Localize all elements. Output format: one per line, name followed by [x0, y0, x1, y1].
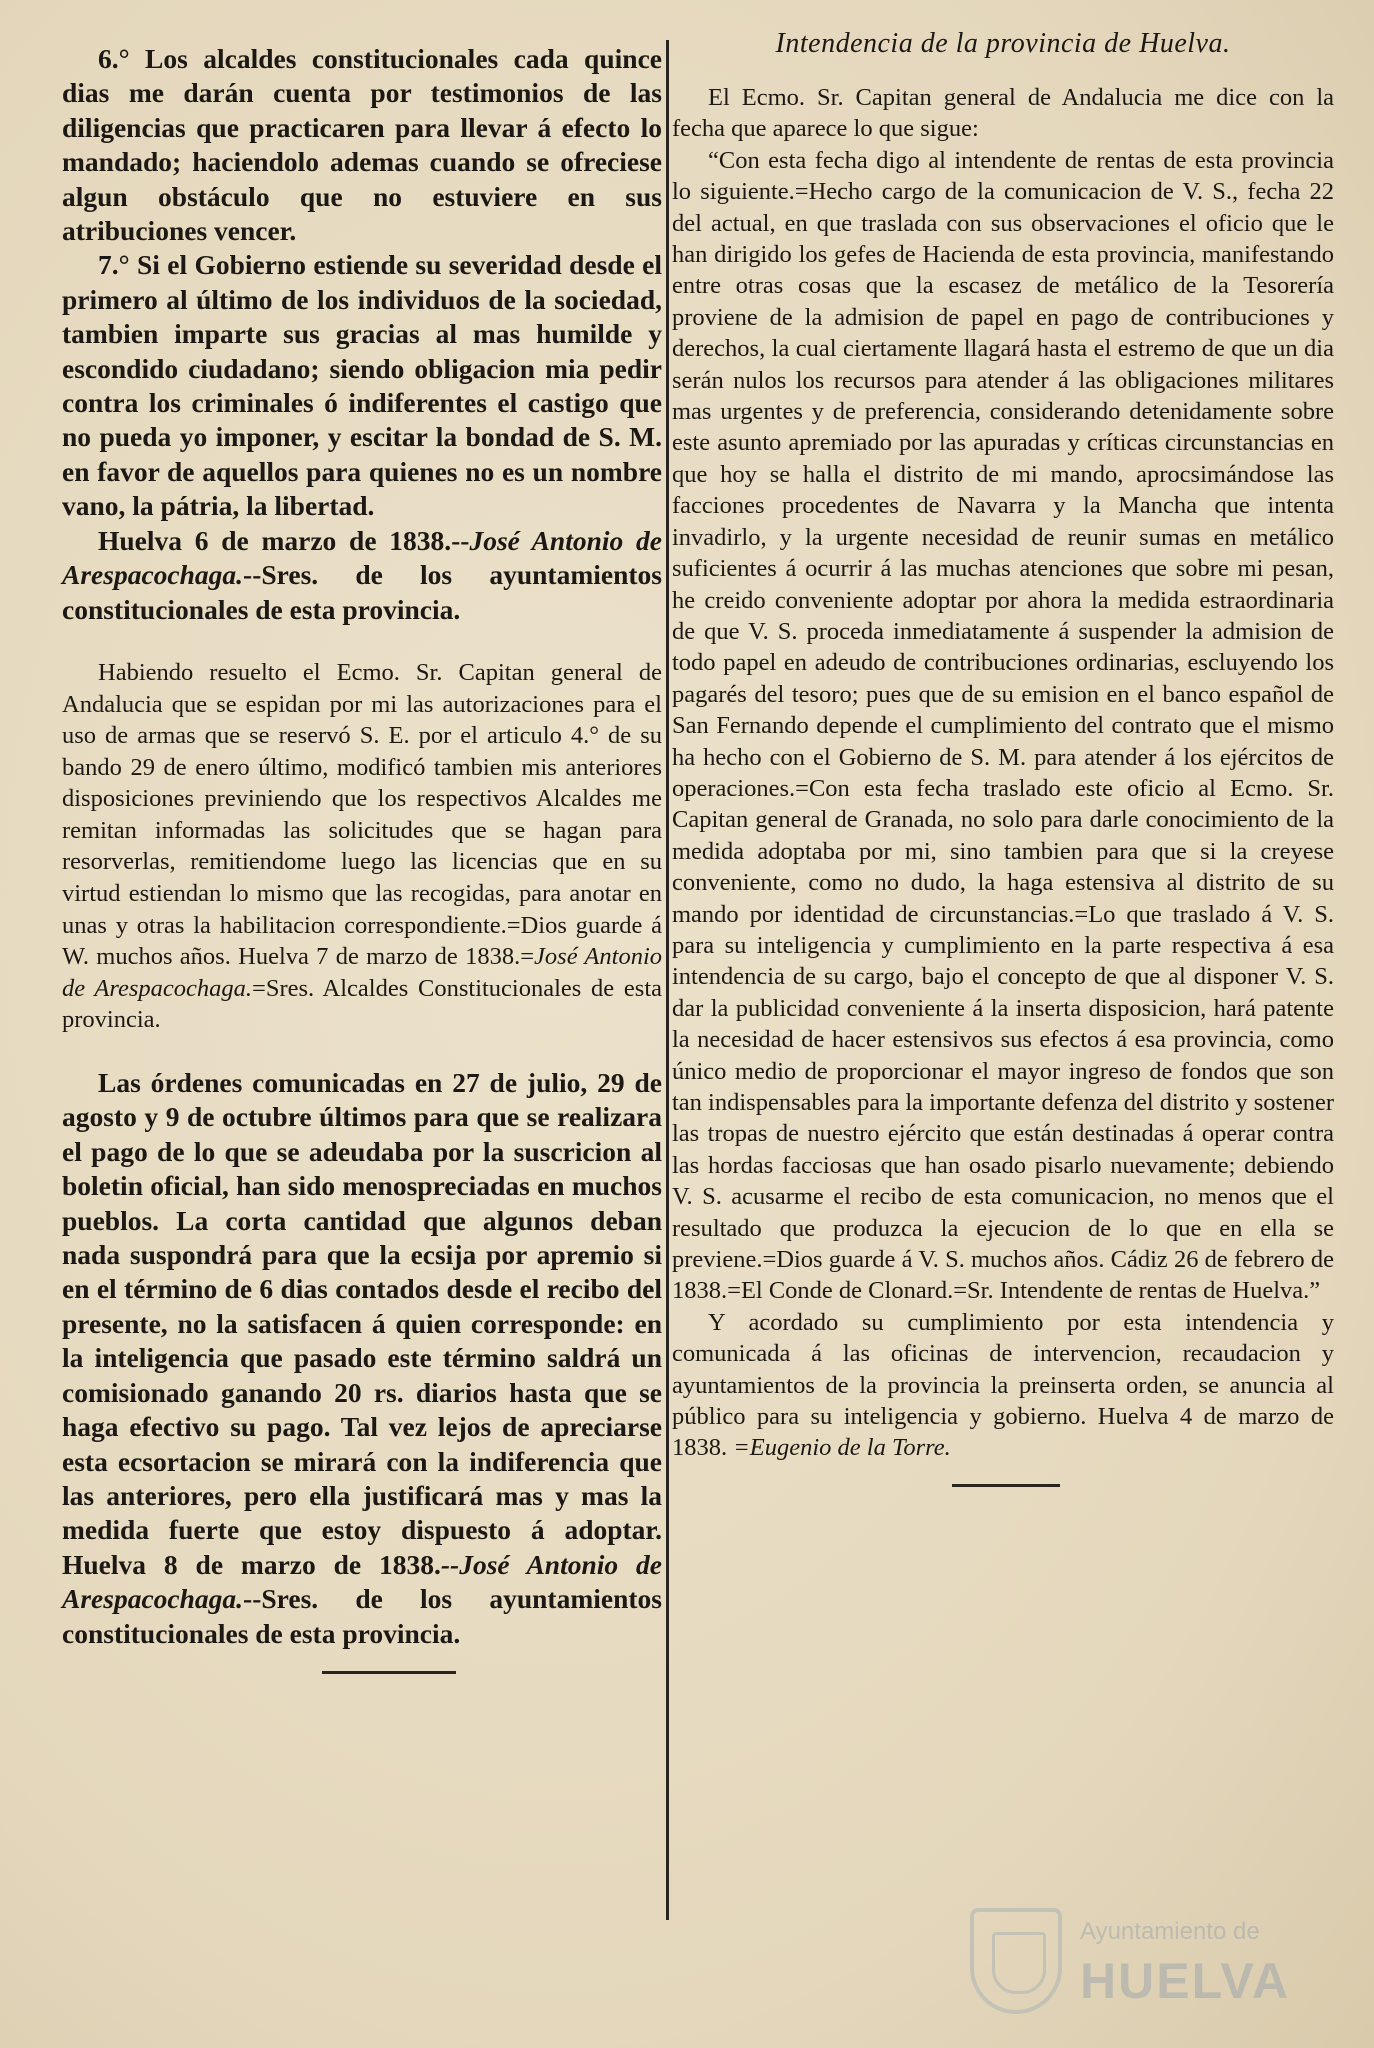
spacer: [62, 1036, 662, 1066]
end-rule-left: [322, 1671, 456, 1674]
section-header: Intendencia de la provincia de Huelva.: [775, 28, 1231, 59]
column-divider: [666, 40, 669, 1920]
article-6: 6.° Los alcaldes constitucionales cada quince dias me darán cuenta por testimonios de las diligencias que practicaren para llevar á efecto lo mandado; haciendolo ademas cuando se ofreciese algun obstáculo que no estuviere en sus atribuciones vencer.: [62, 43, 662, 247]
paragraph-closing: [672, 1307, 1334, 1464]
signature-1-recipients: --Sres. de los ayuntamientos constitucionales de esta provincia.: [62, 559, 662, 625]
paragraph-order: “Con esta fecha digo al intendente de rentas de esta provincia lo siguiente.=Hecho cargo de la comunicacion de V. S., fecha 22 del actual, en que traslada con sus observaciones el oficio que le han dirigido los gefes de Hacienda de esta provincia, manifestando entre otras cosas que la escasez de metálico de la Tesorería proviene de la admision de papel en pago de contribuciones y derechos, la cual ciertamente llagará hasta el estremo de que un dia serán nulos los recursos para atender á las obligaciones militares mas urgentes y de preferencia, considerando detenidamente sobre este asunto apremiado por las apuradas y críticas circunstancias en que hoy se halla el distrito de mi mando, aprocsimándose las facciones procedentes de Navarra y la Mancha que intenta invadirlo, y la urgente necesidad de reunir sumas en metálico suficientes á ocurrir á las muchas atenciones que sobre mi pesan, he creido conveniente adoptar por ahora la medida estraordinaria de que V. S. proceda inmediatamente á suspender la admision de todo papel en adeudo de contribuciones ordinarias, escluyendo los pagarés del tesoro; pues que de su emision en el banco español de San Fernando depende el cumplimiento del contrato que el mismo ha hecho con el Gobierno de S. M. para atender á los ejércitos de operaciones.=Con esta fecha traslado este oficio al Ecmo. Sr. Capitan general de Granada, no solo para darle conocimiento de la medida adoptaba por mi, sino tambien para que si la creyese conveniente, como no dudo, la haga estensiva al distrito de su mando por identidad de circunstancias.=Lo que traslado á V. S. para su inteligencia y cumplimiento en la parte respectiva á esa intendencia de su cargo, bajo el concepto de que al disponer V. S. dar la publicidad conveniente á la inserta disposicion, hará patente la necesidad de hacer estensivos sus efectos á esa provincia, como único medio de proporcionar el mayor ingreso de fondos que son tan indispensables para la importante defenza del distrito y sostener las tropas de nuestro ejército que están destinadas á operar contra las hordas facciosas que han osado pisarlo nuevamente; debiendo V. S. acusarme el recibo de esta comunicacion, no menos que el resultado que produzca la ejecucion de lo que en ella se previene.=Dios guarde á V. S. muchos años. Cádiz 26 de febrero de 1838.=El Conde de Clonard.=Sr. Intendente de rentas de Huelva.”: [672, 146, 1334, 1305]
watermark-line-1: Ayuntamiento de: [1080, 1918, 1260, 1945]
coat-of-arms-icon: [970, 1908, 1062, 2014]
notice-subscription-payment: [62, 1066, 662, 1651]
notice-3-recipients: --Sres. de los ayuntamientos constitucionales de esta provincia.: [62, 1583, 662, 1649]
notice-2-recipients: =Sres. Alcaldes Constitucionales de esta provincia.: [62, 974, 663, 1034]
archive-watermark: [970, 1908, 1340, 2018]
notice-3-body: Las órdenes comunicadas en 27 de julio, 29 de agosto y 9 de octubre últimos para que se realizara el pago de lo que se adeudaba por la suscricion al boletin oficial, han sido menospreciadas en muchos pueblos. La corta cantidad que algunos deban nada suspondrá para que la ecsija por apremio si en el término de 6 dias contados desde el recibo del presente, no la satisfacen á quien corresponde: en la inteligencia que pasado este término saldrá un comisionado ganando 20 rs. diarios hasta que se haga efectivo su pago. Tal vez lejos de apreciarse esta ecsortacion se mirará con la indiferencia que las anteriores, pero ella justificará mas y mas la medida fuerte que estoy dispuesto á adoptar. Huelva 8 de marzo de 1838.: [62, 1067, 662, 1580]
notice-2-body: Habiendo resuelto el Ecmo. Sr. Capitan general de Andalucia que se espidan por mi las autorizaciones para el uso de armas que se reservó S. E. por el articulo 4.° de su bando 29 de enero último, modificó tambien mis anteriores disposiciones previniendo que los respectivos Alcaldes me remitan informadas las solicitudes que se hagan para resorverlas, remitiendome luego las licencias que en su virtud estiendan lo mismo que las recogidas, para anotar en unas y otras la habilitacion correspondiente.=Dios guarde á W. muchos años. Huelva 7 de marzo de 1838.=: [62, 658, 662, 971]
closing-body: Y acordado su cumplimiento por esta intendencia y comunicada á las oficinas de intervencion, recaudacion y ayuntamientos de la provincia la preinserta orden, se anuncia al público para su inteligencia y gobierno. Huelva 4 de marzo de 1838.: [672, 1308, 1334, 1462]
right-column: [672, 28, 1334, 1487]
paragraph-intro: El Ecmo. Sr. Capitan general de Andalucia me dice con la fecha que aparece lo que sigue:: [672, 84, 1334, 143]
signature-1-name: José Antonio de Arespacochaga.: [62, 524, 662, 591]
notice-2-signature: José Antonio de Arespacochaga.: [62, 943, 662, 1002]
notice-arms-licences: [62, 657, 662, 1036]
watermark-line-2: HUELVA: [1080, 1953, 1291, 2009]
notice-3-signature: --José Antonio de Arespacochaga.: [62, 1548, 662, 1615]
signature-1-place: Huelva 6 de marzo de 1838.--: [98, 524, 470, 556]
article-7: 7.° Si el Gobierno estiende su severidad desde el primero al último de los individuos de la sociedad, tambien imparte sus gracias al mas humilde y escondido ciudadano; siendo obligacion mia pedir contra los criminales ó indiferentes el castigo que no pueda yo imponer, y escitar la bondad de S. M. en favor de aquellos para quienes no es un nombre vano, la pátria, la libertad.: [62, 249, 662, 522]
signature-block-1: [62, 524, 662, 627]
closing-signature: =Eugenio de la Torre.: [733, 1434, 951, 1462]
end-rule-right: [952, 1484, 1060, 1487]
spacer: [62, 627, 662, 657]
left-column: [62, 42, 662, 1674]
